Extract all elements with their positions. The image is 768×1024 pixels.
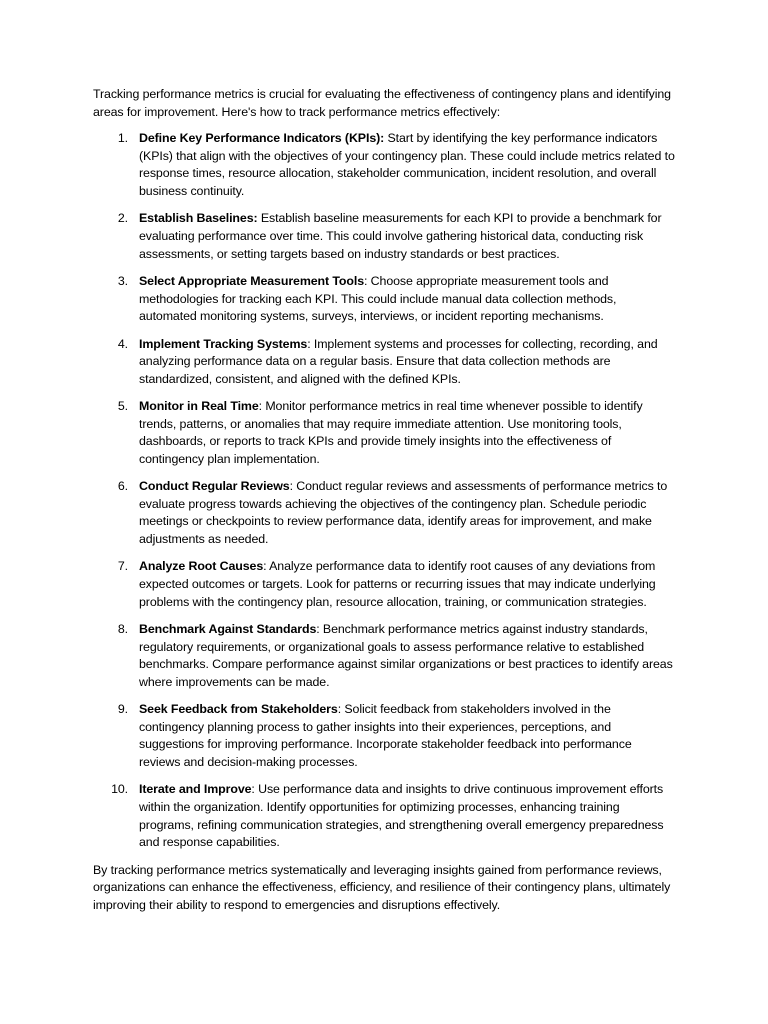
list-item — [93, 621, 676, 691]
item-term: Monitor in Real Time — [139, 399, 259, 414]
item-text: Start by identifying the key performance indicators (KPIs) that align with the objectives of your contingency plan. These could include metrics related to response times, resource allocation, stakeholder communication, incident resolution, and overall business continuity. — [139, 131, 675, 198]
list-item — [93, 273, 676, 326]
outro-paragraph: By tracking performance metrics systematically and leveraging insights gained from performance reviews, organizations can enhance the effectiveness, efficiency, and resilience of their contingency plans, ultimately improving their ability to respond to emergencies and disruptions effectively. — [93, 862, 671, 912]
item-text: : Conduct regular reviews and assessments of performance metrics to evaluate progress towards achieving the objectives of the contingency plan. Schedule periodic meetings or checkpoints to review performance data, identify areas for improvement, and make adjustments as needed. — [139, 479, 668, 547]
item-text: : Solicit feedback from stakeholders involved in the contingency planning process to gather insights into their experiences, perceptions, and suggestions for improving performance. Incorporate stakeholder feedback into performance reviews and decision-making processes. — [139, 702, 632, 769]
list-item — [93, 558, 676, 611]
item-number: 2. — [117, 211, 128, 226]
intro-paragraph: Tracking performance metrics is crucial for evaluating the effectiveness of contingency plans and identifying areas for improvement. Here's how to track performance metrics effectively: — [93, 87, 671, 119]
item-text: : Use performance data and insights to drive continuous improvement efforts within the organization. Identify opportunities for optimizing processes, enhancing training programs, refining communication strategies, and strengthening overall emergency preparedness and response capabilities. — [139, 782, 664, 850]
item-term: Seek Feedback from Stakeholders — [139, 702, 338, 717]
list-item — [93, 701, 676, 771]
item-number: 10. — [111, 782, 128, 797]
item-number: 4. — [117, 336, 128, 351]
item-text: : Choose appropriate measurement tools and methodologies for tracking each KPI. This could include manual data collection methods, automated monitoring systems, surveys, interviews, or incident reporting mechanisms. — [139, 273, 617, 324]
item-number: 3. — [117, 273, 128, 288]
item-number: 9. — [117, 702, 128, 717]
item-number: 7. — [117, 559, 128, 574]
item-text: : Benchmark performance metrics against industry standards, regulatory requirements, or organizational goals to assess performance relative to established benchmarks. Compare performance against similar organizations or best practices to identify areas where improvements can be made. — [139, 622, 673, 689]
item-term: Select Appropriate Measurement Tools — [139, 273, 364, 288]
item-text: Establish baseline measurements for each KPI to provide a benchmark for evaluating performance over time. This could involve gathering historical data, conducting risk assessments, or setting targets based on industry standards or best practices. — [139, 211, 662, 261]
item-term: Conduct Regular Reviews — [139, 479, 290, 494]
item-number: 8. — [117, 622, 128, 637]
item-text: : Analyze performance data to identify root causes of any deviations from expected outcomes or targets. Look for patterns or recurring issues that may indicate underlying problems with the contingency plan, resource allocation, training, or communication strategies. — [139, 559, 656, 609]
item-term: Benchmark Against Standards — [139, 622, 317, 637]
item-term: Iterate and Improve — [139, 782, 252, 797]
steps-list — [93, 130, 676, 852]
list-item — [93, 336, 676, 389]
item-number: 1. — [117, 131, 128, 146]
list-item — [93, 781, 676, 851]
item-text: : Monitor performance metrics in real time whenever possible to identify trends, patterns, or anomalies that may require immediate attention. Use monitoring tools, dashboards, or reports to track KPIs and provide timely insights into the effectiveness of contingency plan implementation. — [139, 399, 643, 466]
item-text: : Implement systems and processes for collecting, recording, and analyzing performance data on a regular basis. Ensure that data collection methods are standardized, consistent, and aligned with the defined KPIs. — [139, 336, 658, 386]
list-item — [93, 130, 676, 200]
list-item — [93, 210, 676, 263]
item-term: Implement Tracking Systems — [139, 336, 308, 351]
list-item — [93, 398, 676, 468]
list-item — [93, 478, 676, 548]
item-number: 6. — [117, 479, 128, 494]
item-term: Establish Baselines: — [139, 211, 258, 226]
item-number: 5. — [117, 399, 128, 414]
item-term: Define Key Performance Indicators (KPIs): — [139, 131, 385, 146]
item-term: Analyze Root Causes — [139, 559, 264, 574]
